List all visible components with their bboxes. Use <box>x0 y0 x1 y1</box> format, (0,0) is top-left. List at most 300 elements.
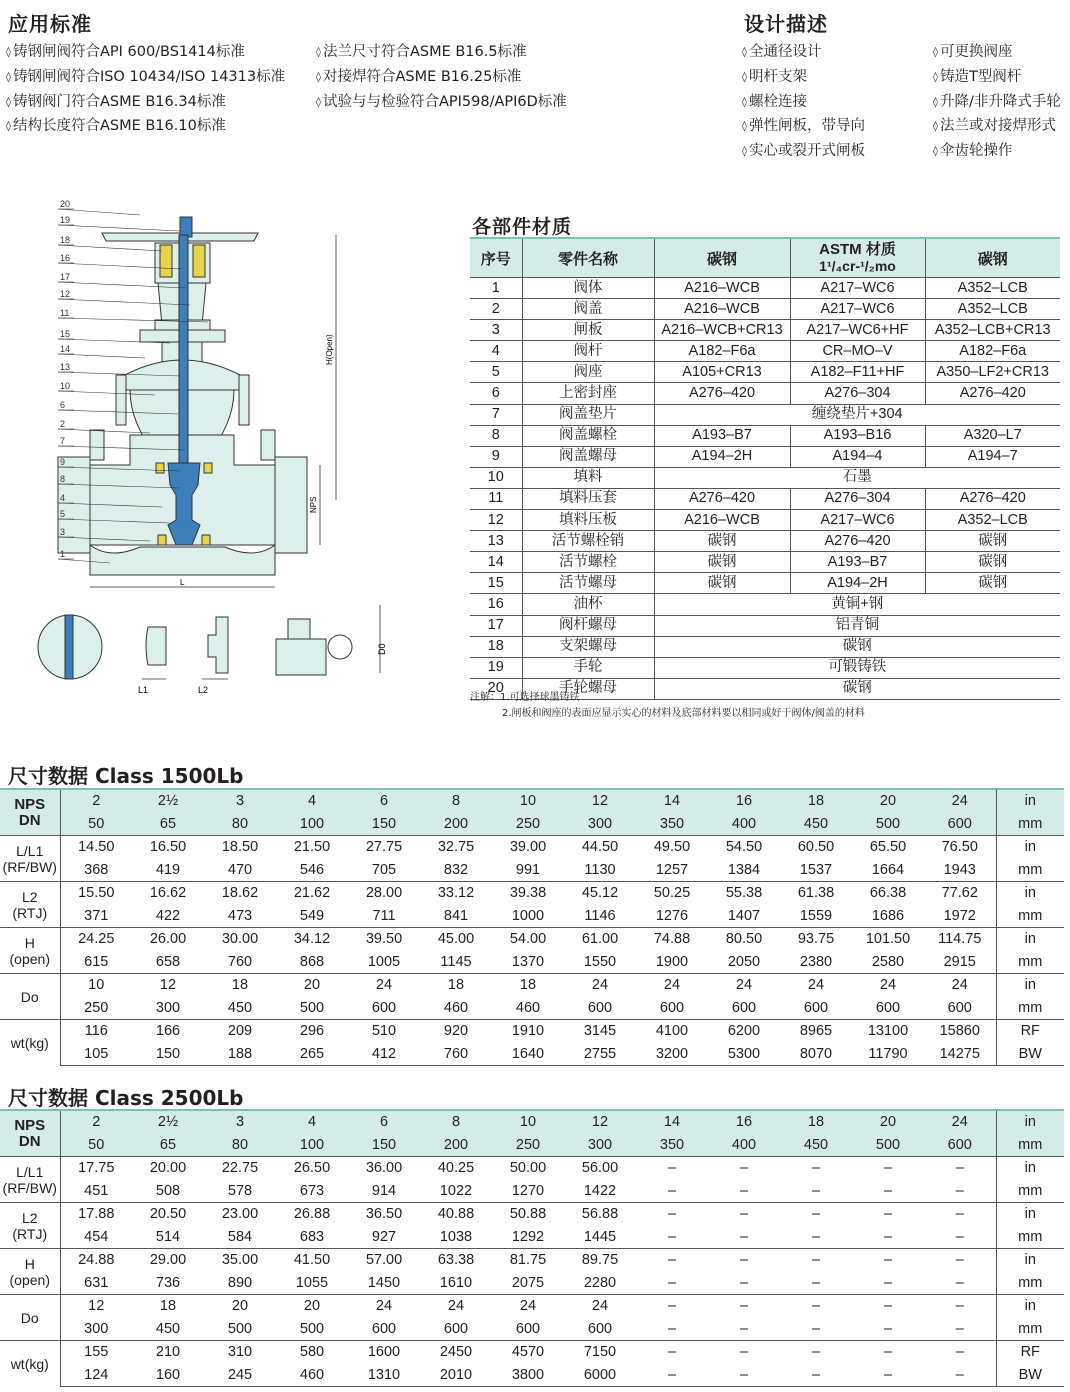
dim-cell: – <box>852 1364 924 1387</box>
dim-cell: 1276 <box>655 907 689 924</box>
dn-value: 150 <box>348 1134 420 1157</box>
materials-cell: 可锻铸铁 <box>654 657 1060 678</box>
callout-leader <box>58 354 145 358</box>
dim-cell: 18.50 <box>204 836 276 859</box>
dim-cell: 5300 <box>708 1043 780 1066</box>
materials-cell: 11 <box>470 488 522 509</box>
dim-cell: 18 <box>204 974 276 997</box>
dim-cell: 412 <box>348 1043 420 1066</box>
header-astm <box>790 238 925 278</box>
dim-cell: – <box>811 1320 821 1337</box>
unit-label: in <box>996 1249 1064 1272</box>
dim-cell: 1445 <box>583 1228 617 1245</box>
dim-cell: – <box>739 1228 749 1245</box>
materials-cell: 4 <box>470 341 522 362</box>
design-list-2 <box>933 41 1061 165</box>
materials-cell: 活节螺栓 <box>522 552 654 573</box>
materials-cell: A194–2H <box>654 446 790 467</box>
nps-label: NPS <box>14 1116 46 1134</box>
dim-cell: 1559 <box>799 907 833 924</box>
materials-cell: A216–WCB <box>654 510 790 531</box>
row-label: L2 (RTJ) <box>0 1203 60 1249</box>
dim-cell: 40.88 <box>420 1203 492 1226</box>
dim-cell: 1022 <box>439 1182 473 1199</box>
dim-cell: 61.38 <box>780 882 852 905</box>
materials-cell: 7 <box>470 404 522 425</box>
materials-cell: 缠绕垫片+304 <box>654 404 1060 425</box>
dim-cell: 36.00 <box>348 1157 420 1180</box>
materials-cell: 20 <box>470 678 522 699</box>
materials-row <box>470 404 1060 425</box>
dim-cell: 105 <box>60 1043 132 1066</box>
nps-dn-label <box>0 789 60 836</box>
dim-cell: 3800 <box>492 1364 564 1387</box>
dim-cell: 66.38 <box>852 882 924 905</box>
dim-cell: 12 <box>60 1295 132 1318</box>
callout-number: 13 <box>60 362 71 372</box>
materials-cell: 阀杆螺母 <box>522 615 654 636</box>
materials-cell: A352–LCB+CR13 <box>925 320 1060 341</box>
dim-cell: 13100 <box>852 1020 924 1043</box>
dim-cell: 24 <box>852 974 924 997</box>
astm-label: ASTM 材质 <box>819 241 896 258</box>
header-part: 零件名称 <box>522 238 654 278</box>
materials-cell: 阀盖螺栓 <box>522 425 654 446</box>
design-title: 设计描述 <box>744 12 828 36</box>
materials-cell: A320–L7 <box>925 425 1060 446</box>
materials-cell: 填料压板 <box>522 510 654 531</box>
dim-cell: 2755 <box>564 1043 636 1066</box>
unit-label: RF <box>996 1020 1064 1043</box>
materials-cell: A352–LCB <box>925 278 1060 299</box>
dim-cell: 20 <box>204 1295 276 1318</box>
dim-cell: 2075 <box>511 1274 545 1291</box>
dim-cell: – <box>955 1320 964 1337</box>
dim-cell: – <box>739 1274 749 1291</box>
dim-cell: 310 <box>204 1341 276 1364</box>
class2500-title: 尺寸数据 Class 2500Lb <box>8 1086 244 1110</box>
dim-cell: – <box>883 1320 893 1337</box>
dim-row <box>0 1272 1064 1295</box>
class1500-title: 尺寸数据 Class 1500Lb <box>8 764 244 788</box>
dim-cell: 578 <box>227 1182 253 1199</box>
callout-number: 12 <box>60 289 71 299</box>
dim-cell: – <box>955 1182 964 1199</box>
dim-cell: 39.50 <box>348 928 420 951</box>
dn-value: 600 <box>924 1134 996 1157</box>
dim-cell: 1384 <box>727 861 761 878</box>
materials-cell: 石墨 <box>654 467 1060 488</box>
dim-cell: 1257 <box>655 861 689 878</box>
dim-cell: 584 <box>227 1228 253 1245</box>
list-item: ◊ 升降/非升降式手轮 <box>933 91 1061 116</box>
dim-cell: 500 <box>227 1320 253 1337</box>
materials-cell: 6 <box>470 383 522 404</box>
dim-cell: 1270 <box>511 1182 545 1199</box>
dim-cell: 26.88 <box>276 1203 348 1226</box>
dim-row <box>0 1249 1064 1272</box>
dim-cell: 1943 <box>943 861 976 878</box>
dim-cell: 1600 <box>348 1341 420 1364</box>
dim-cell: 914 <box>371 1182 397 1199</box>
materials-row <box>470 425 1060 446</box>
dim-cell: 50.25 <box>636 882 708 905</box>
header-carbon-2: 碳钢 <box>925 238 1060 278</box>
dim-row <box>0 928 1064 951</box>
dim-cell: – <box>636 1203 708 1226</box>
dim-row <box>0 951 1064 974</box>
row-label: L2 (RTJ) <box>0 882 60 928</box>
unit-label: in <box>996 1110 1064 1134</box>
nps-value: 16 <box>708 1110 780 1134</box>
dim-cell: – <box>667 1182 677 1199</box>
dim-cell: 927 <box>371 1228 397 1245</box>
nps-value: 3 <box>204 789 276 813</box>
materials-table <box>470 237 1060 700</box>
materials-cell: 铝青铜 <box>654 615 1060 636</box>
unit-label: mm <box>996 905 1064 928</box>
dim-cell: 658 <box>155 953 181 970</box>
materials-row <box>470 657 1060 678</box>
materials-cell: A182–F11+HF <box>790 362 925 383</box>
stem <box>179 235 188 465</box>
dim-cell: – <box>852 1157 924 1180</box>
l2-label: L2 <box>198 685 209 695</box>
dim-cell: – <box>852 1295 924 1318</box>
dim-row <box>0 1043 1064 1066</box>
dim-row <box>0 813 1064 836</box>
materials-cell: A276–304 <box>790 383 925 404</box>
dn-value: 400 <box>708 1134 780 1157</box>
dim-cell: 600 <box>875 999 901 1016</box>
dim-cell: 1664 <box>871 861 905 878</box>
dim-cell: 45.12 <box>564 882 636 905</box>
materials-cell: A193–B16 <box>790 425 925 446</box>
dim-cell: – <box>636 1157 708 1180</box>
callout-number: 6 <box>60 400 66 410</box>
dim-cell: 250 <box>84 999 109 1016</box>
dim-cell: 470 <box>227 861 253 878</box>
materials-cell: A182–F6a <box>654 341 790 362</box>
dn-value: 300 <box>564 813 636 836</box>
dim-cell: 3145 <box>564 1020 636 1043</box>
dim-cell: 683 <box>299 1228 325 1245</box>
dim-cell: 300 <box>84 1320 109 1337</box>
materials-cell: 上密封座 <box>522 383 654 404</box>
materials-row <box>470 636 1060 657</box>
list-item: ◊ 螺栓连接 <box>742 91 865 116</box>
callout-number: 2 <box>60 419 66 429</box>
dim-row <box>0 1157 1064 1180</box>
materials-cell: CR–MO–V <box>790 341 925 362</box>
dim-cell: – <box>708 1295 780 1318</box>
unit-label: mm <box>996 813 1064 836</box>
dim-cell: – <box>852 1249 924 1272</box>
bw-end-detail <box>146 627 166 665</box>
materials-cell: A216–WCB <box>654 299 790 320</box>
dim-cell: 21.62 <box>276 882 348 905</box>
dim-cell: 760 <box>227 953 253 970</box>
materials-cell: A276–420 <box>925 488 1060 509</box>
dim-cell: 500 <box>299 999 325 1016</box>
dim-cell: 24 <box>348 974 420 997</box>
materials-row <box>470 467 1060 488</box>
dim-cell: – <box>708 1364 780 1387</box>
dn-value: 65 <box>132 813 204 836</box>
dim-cell: 12 <box>132 974 204 997</box>
callout-number: 9 <box>60 457 66 467</box>
materials-note-2: 2.闸板和阀座的表面应显示实心的材料及底部材料要以相同或好于阀体/阀盖的材料 <box>502 708 865 719</box>
dim-row <box>0 836 1064 859</box>
dim-cell: 26.50 <box>276 1157 348 1180</box>
dim-cell: – <box>739 1320 749 1337</box>
materials-row <box>470 615 1060 636</box>
dim-cell: 18 <box>492 974 564 997</box>
dn-value: 450 <box>780 1134 852 1157</box>
materials-cell: A193–B7 <box>654 425 790 446</box>
materials-cell: A276–420 <box>925 383 1060 404</box>
materials-cell: 手轮 <box>522 657 654 678</box>
materials-cell: 碳钢 <box>925 573 1060 594</box>
dim-cell: 150 <box>132 1043 204 1066</box>
dim-cell: 65.50 <box>852 836 924 859</box>
dim-cell: 34.12 <box>276 928 348 951</box>
dn-value: 250 <box>492 1134 564 1157</box>
dim-cell: – <box>924 1341 996 1364</box>
callout-number: 4 <box>60 493 66 503</box>
row-label: H (open) <box>0 1249 60 1295</box>
unit-label: mm <box>996 1134 1064 1157</box>
materials-row <box>470 446 1060 467</box>
materials-cell: 支架螺母 <box>522 636 654 657</box>
dim-cell: 1900 <box>655 953 689 970</box>
materials-cell: 19 <box>470 657 522 678</box>
dim-cell: 1292 <box>511 1228 545 1245</box>
callout-number: 18 <box>60 235 71 245</box>
dim-cell: 8070 <box>780 1043 852 1066</box>
dim-cell: 30.00 <box>204 928 276 951</box>
nps-value: 14 <box>636 1110 708 1134</box>
dim-cell: 209 <box>204 1020 276 1043</box>
unit-label: mm <box>996 951 1064 974</box>
materials-cell: A276–420 <box>654 488 790 509</box>
dim-cell: 546 <box>299 861 325 878</box>
dim-cell: 600 <box>371 1320 397 1337</box>
unit-label: mm <box>996 1318 1064 1341</box>
dim-cell: 580 <box>276 1341 348 1364</box>
list-item: ◊ 伞齿轮操作 <box>933 140 1061 165</box>
dim-cell: 89.75 <box>564 1249 636 1272</box>
dim-cell: 22.75 <box>204 1157 276 1180</box>
dim-cell: – <box>708 1157 780 1180</box>
materials-cell: A276–420 <box>790 531 925 552</box>
callout-leader <box>58 245 162 251</box>
dim-cell: 26.00 <box>132 928 204 951</box>
dim-cell: 419 <box>155 861 181 878</box>
dim-cell: 600 <box>731 999 757 1016</box>
dim-cell: 76.50 <box>924 836 996 859</box>
dim-cell: 450 <box>227 999 253 1016</box>
dim-cell: 160 <box>132 1364 204 1387</box>
dim-cell: 1537 <box>799 861 833 878</box>
dim-row <box>0 1134 1064 1157</box>
dim-row <box>0 1110 1064 1134</box>
dim-cell: 1145 <box>440 953 472 970</box>
dn-value: 80 <box>204 813 276 836</box>
materials-cell: 碳钢 <box>654 552 790 573</box>
materials-cell: 手轮螺母 <box>522 678 654 699</box>
dim-cell: – <box>924 1364 996 1387</box>
gear-operator <box>276 639 326 675</box>
materials-cell: 阀盖螺母 <box>522 446 654 467</box>
dim-cell: 10 <box>60 974 132 997</box>
dim-cell: 3200 <box>636 1043 708 1066</box>
materials-cell: 14 <box>470 552 522 573</box>
dim-cell: 24 <box>708 974 780 997</box>
materials-cell: 10 <box>470 467 522 488</box>
dim-cell: 514 <box>155 1228 181 1245</box>
dim-cell: 33.12 <box>420 882 492 905</box>
materials-cell: 15 <box>470 573 522 594</box>
dim-cell: 2010 <box>420 1364 492 1387</box>
dim-cell: 36.50 <box>348 1203 420 1226</box>
dn-value: 600 <box>924 813 996 836</box>
nps-value: 6 <box>348 1110 420 1134</box>
dim-cell: 210 <box>132 1341 204 1364</box>
nps-value: 12 <box>564 1110 636 1134</box>
dim-cell: 711 <box>372 907 396 924</box>
dim-row <box>0 1203 1064 1226</box>
materials-cell: 闸板 <box>522 320 654 341</box>
dim-cell: – <box>852 1341 924 1364</box>
dim-cell: 705 <box>371 861 397 878</box>
materials-row <box>470 278 1060 299</box>
dim-cell: 24.25 <box>60 928 132 951</box>
dn-value: 50 <box>60 1134 132 1157</box>
nps-value: 16 <box>708 789 780 813</box>
dim-cell: – <box>852 1203 924 1226</box>
unit-label: in <box>996 836 1064 859</box>
materials-cell: 12 <box>470 510 522 531</box>
dim-cell: 1370 <box>511 953 545 970</box>
astm-sub: 1¹/₄cr-¹/₂mo <box>819 258 896 274</box>
nps-value: 18 <box>780 789 852 813</box>
dim-cell: 74.88 <box>636 928 708 951</box>
callout-leader <box>58 225 180 231</box>
materials-cell: A193–B7 <box>790 552 925 573</box>
standards-list-2 <box>316 41 567 115</box>
dim-cell: 1407 <box>727 907 761 924</box>
materials-cell: 2 <box>470 299 522 320</box>
dim-cell: 14.50 <box>60 836 132 859</box>
dim-cell: 4100 <box>636 1020 708 1043</box>
unit-label: in <box>996 1295 1064 1318</box>
dim-cell: 2280 <box>583 1274 617 1291</box>
dim-cell: – <box>780 1249 852 1272</box>
list-item: ◊ 铸造T型阀杆 <box>933 66 1061 91</box>
nps-value: 18 <box>780 1110 852 1134</box>
dim-cell: 15.50 <box>60 882 132 905</box>
dim-cell: – <box>811 1228 821 1245</box>
row-label: L/L1 (RF/BW) <box>0 1157 60 1203</box>
dim-cell: 832 <box>443 861 469 878</box>
dim-cell: 27.75 <box>348 836 420 859</box>
dim-cell: 1910 <box>492 1020 564 1043</box>
materials-row <box>470 383 1060 404</box>
dim-cell: 600 <box>587 1320 613 1337</box>
callout-number: 7 <box>60 436 66 446</box>
materials-cell: 18 <box>470 636 522 657</box>
dim-cell: 265 <box>276 1043 348 1066</box>
dim-cell: 371 <box>84 907 109 924</box>
unit-label: in <box>996 928 1064 951</box>
dim-cell: 454 <box>84 1228 109 1245</box>
nps-dn-label <box>0 1110 60 1157</box>
dim-cell: 1550 <box>583 953 617 970</box>
dim-row <box>0 1341 1064 1364</box>
dim-cell: – <box>883 1274 893 1291</box>
materials-cell: 碳钢 <box>654 573 790 594</box>
materials-cell: 8 <box>470 425 522 446</box>
dim-cell: 841 <box>443 907 469 924</box>
dim-cell: 422 <box>155 907 181 924</box>
dim-cell: 20.50 <box>132 1203 204 1226</box>
dim-cell: 35.00 <box>204 1249 276 1272</box>
dim-cell: 17.88 <box>60 1203 132 1226</box>
list-item: ◊ 全通径设计 <box>742 41 865 66</box>
dim-cell: 29.00 <box>132 1249 204 1272</box>
list-item: ◊ 弹性闸板，带导向 <box>742 115 865 140</box>
dim-cell: 4570 <box>492 1341 564 1364</box>
dim-cell: – <box>811 1182 821 1199</box>
callout-number: 11 <box>60 308 70 318</box>
dim-cell: 451 <box>84 1182 109 1199</box>
nps-value: 24 <box>924 1110 996 1134</box>
materials-cell: 13 <box>470 531 522 552</box>
dim-cell: 15860 <box>924 1020 996 1043</box>
nps-value: 2½ <box>132 789 204 813</box>
dim-cell: 24.88 <box>60 1249 132 1272</box>
dim-row <box>0 859 1064 882</box>
callout-leader <box>58 209 140 215</box>
materials-row <box>470 362 1060 383</box>
materials-cell: 碳钢 <box>654 678 1060 699</box>
dim-cell: 245 <box>204 1364 276 1387</box>
nps-label: NPS <box>14 795 46 813</box>
list-item: ◊ 铸钢阀门符合ASME B16.34标准 <box>6 91 285 116</box>
dim-cell: 20.00 <box>132 1157 204 1180</box>
dim-cell: 8965 <box>780 1020 852 1043</box>
row-label: wt(kg) <box>0 1341 60 1387</box>
dim-cell: 1640 <box>492 1043 564 1066</box>
unit-label: in <box>996 789 1064 813</box>
dim-cell: 24 <box>780 974 852 997</box>
unit-label: in <box>996 974 1064 997</box>
list-item: ◊ 铸钢闸阀符合ISO 10434/ISO 14313标准 <box>6 66 285 91</box>
materials-cell: 活节螺母 <box>522 573 654 594</box>
dim-cell: 39.38 <box>492 882 564 905</box>
dim-cell: 615 <box>84 953 109 970</box>
nps-value: 20 <box>852 1110 924 1134</box>
dim-cell: 24 <box>636 974 708 997</box>
nps-value: 8 <box>420 789 492 813</box>
dim-cell: 44.50 <box>564 836 636 859</box>
materials-cell: 碳钢 <box>925 531 1060 552</box>
dim-cell: 2380 <box>799 953 833 970</box>
dim-cell: 2450 <box>420 1341 492 1364</box>
dim-cell: – <box>708 1341 780 1364</box>
dim-cell: 45.00 <box>420 928 492 951</box>
